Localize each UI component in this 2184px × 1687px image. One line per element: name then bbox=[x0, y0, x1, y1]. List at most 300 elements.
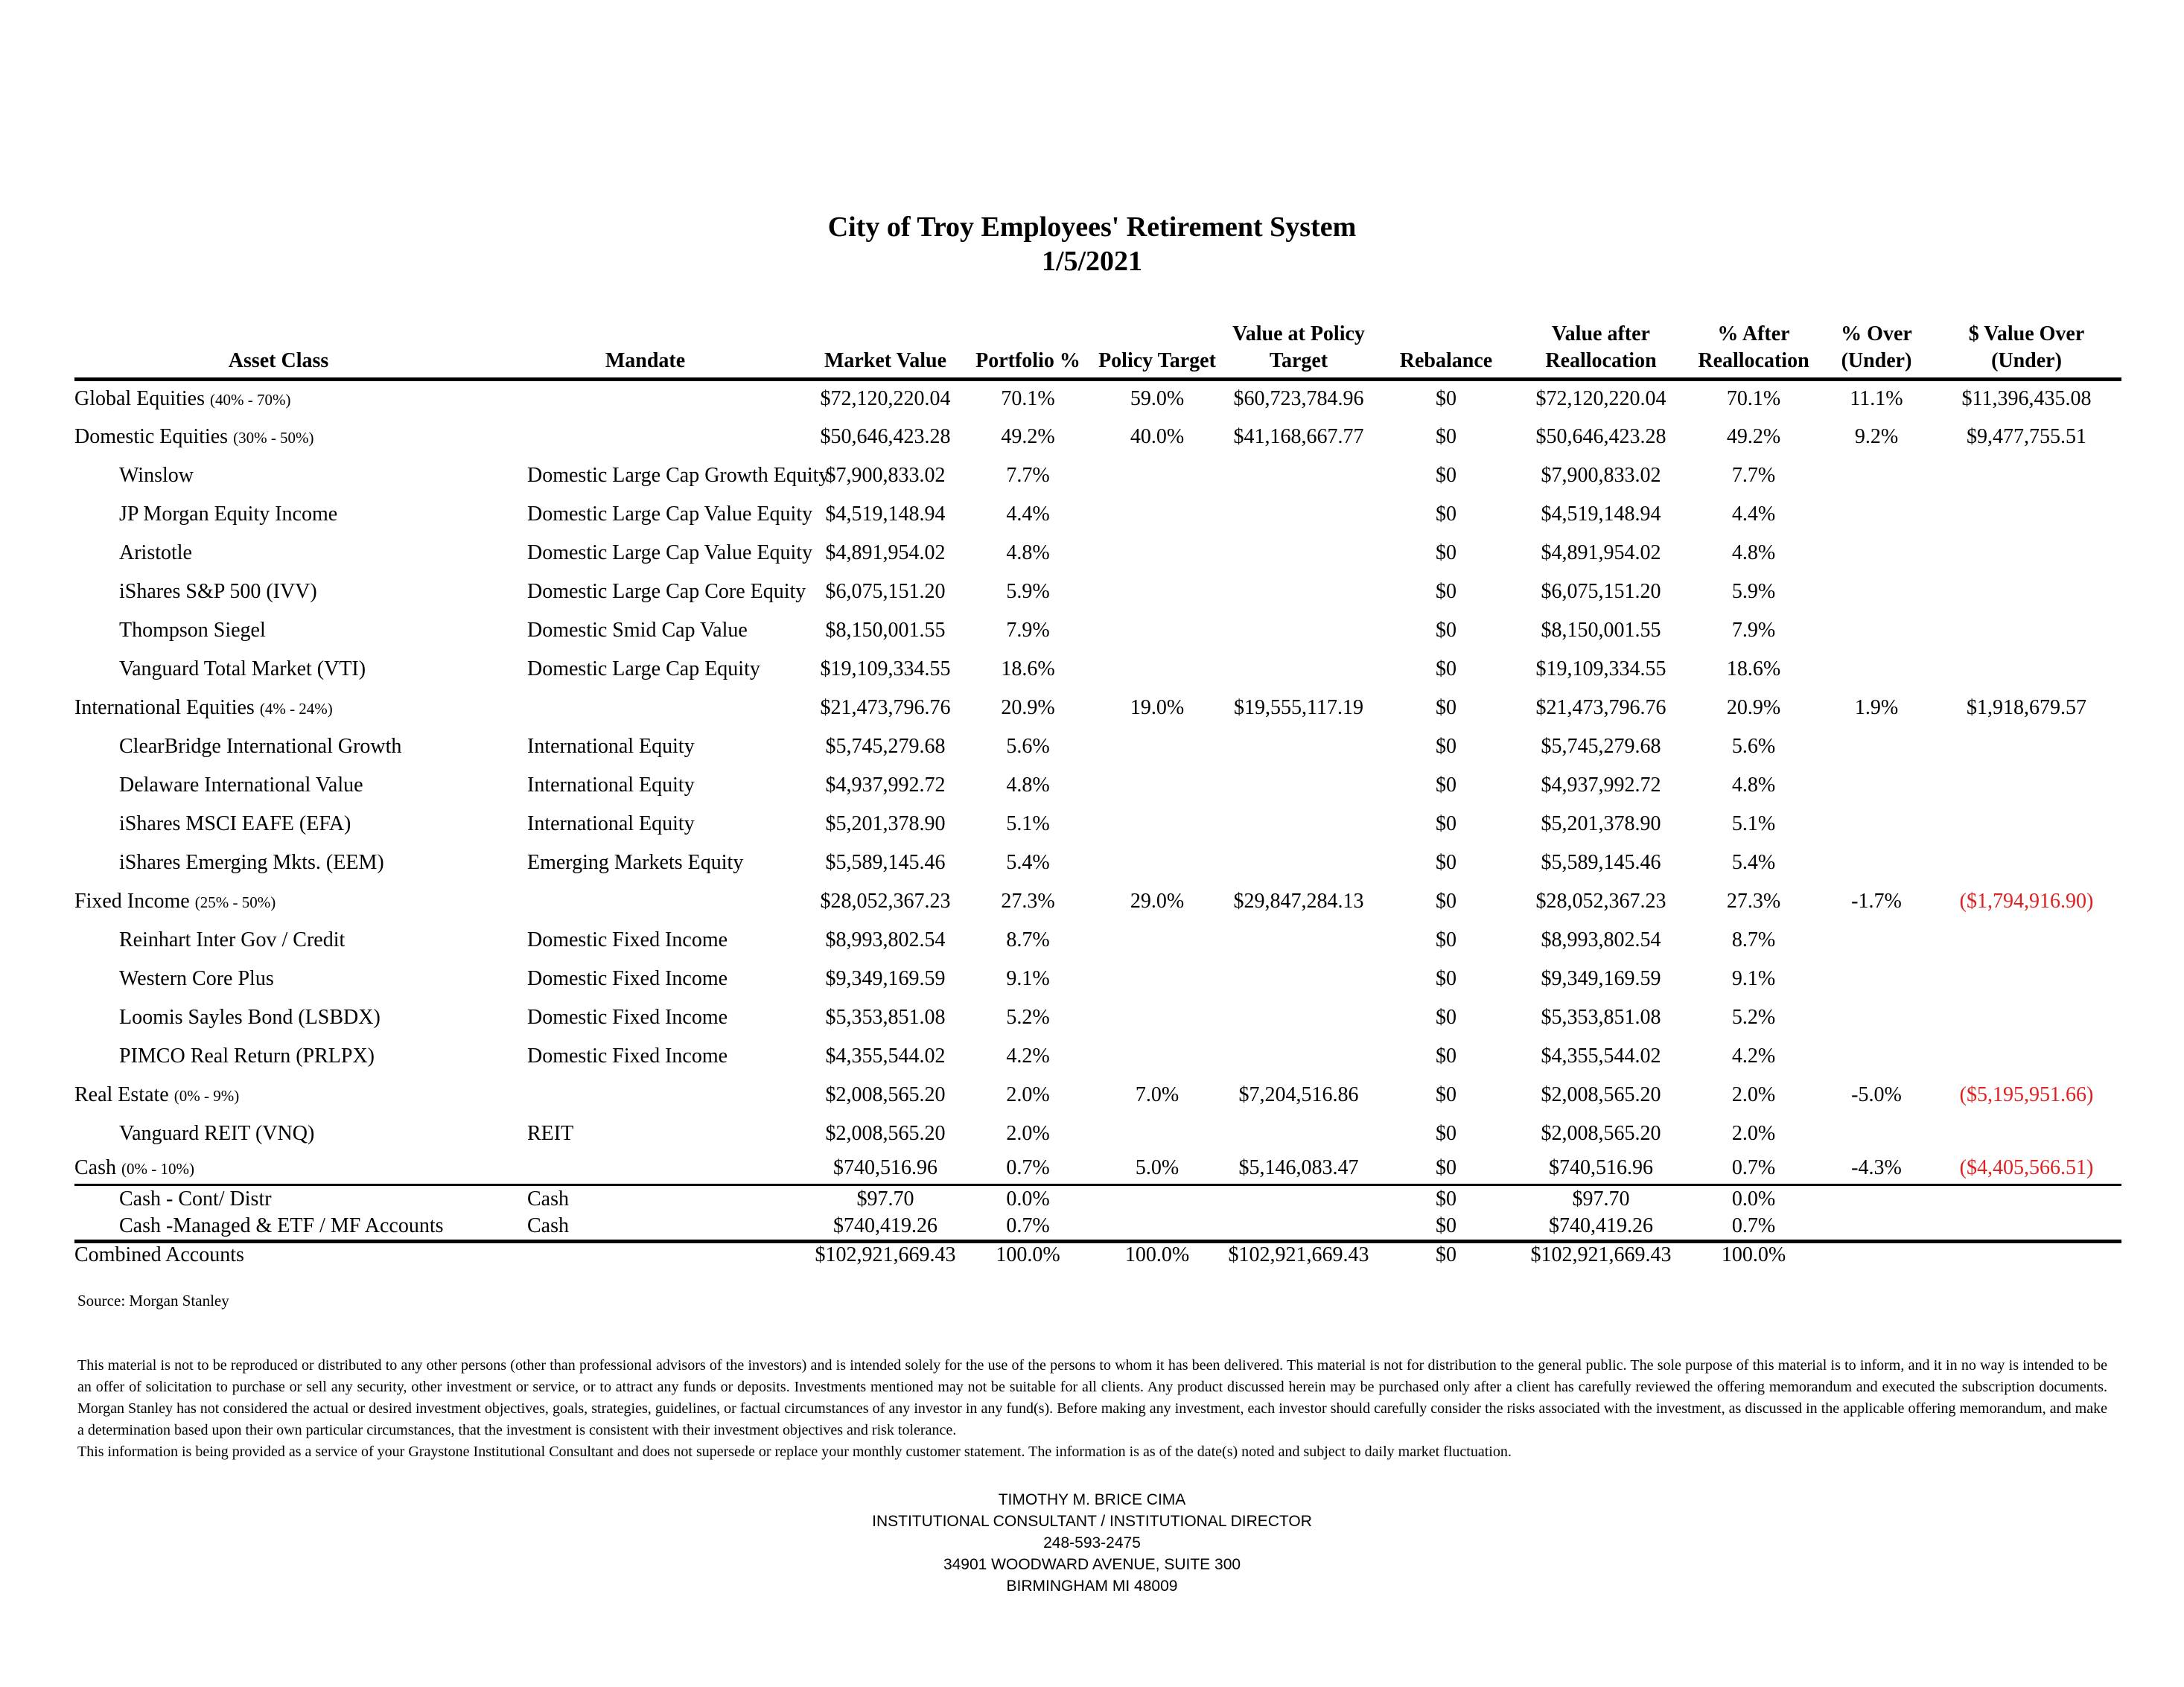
target-range: (0% - 9%) bbox=[173, 1087, 240, 1105]
header-policy-target: Policy Target bbox=[1093, 315, 1221, 379]
cell-value-after-reallocation: $97.70 bbox=[1572, 1187, 1630, 1211]
asset-class-row bbox=[74, 379, 2121, 418]
cell-portfolio-pct: 8.7% bbox=[1006, 928, 1050, 951]
cell-rebalance: $0 bbox=[1436, 387, 1456, 411]
cell-rebalance: $0 bbox=[1436, 1083, 1456, 1106]
cell-value-over-under: $1,918,679.57 bbox=[1967, 696, 2086, 719]
cell-pct-after-reallocation: 4.8% bbox=[1731, 541, 1776, 564]
cell-value-after-reallocation: $19,109,334.55 bbox=[1535, 657, 1666, 680]
cell-pct-over-under bbox=[1821, 844, 1932, 882]
cell-mandate: Domestic Large Cap Value Equity bbox=[527, 541, 813, 564]
cell-portfolio-pct: 5.2% bbox=[1006, 1006, 1050, 1029]
manager-row bbox=[74, 495, 2121, 534]
asset-name: International Equities bbox=[74, 696, 255, 719]
cell-portfolio-pct: 18.6% bbox=[1001, 657, 1055, 680]
cell-market-value: $5,745,279.68 bbox=[825, 735, 946, 758]
asset-name: ClearBridge International Growth bbox=[119, 735, 402, 758]
cell-portfolio-pct: 27.3% bbox=[1001, 890, 1055, 913]
cell-pct-after-reallocation: 9.1% bbox=[1731, 967, 1776, 990]
cell-portfolio-pct: 100.0% bbox=[996, 1243, 1060, 1267]
cell-asset-name bbox=[74, 960, 483, 998]
cell-asset-name bbox=[74, 1114, 483, 1153]
cell-value-over-under bbox=[1932, 611, 2121, 650]
cell-market-value: $97.70 bbox=[856, 1187, 914, 1211]
cell-market-value: $102,921,669.43 bbox=[815, 1243, 956, 1267]
cell-rebalance: $0 bbox=[1436, 812, 1456, 835]
cell-rebalance: $0 bbox=[1436, 580, 1456, 603]
header-value-over-under: $ Value Over (Under) bbox=[1932, 315, 2121, 379]
cell-rebalance: $0 bbox=[1436, 1187, 1456, 1211]
manager-row bbox=[74, 805, 2121, 844]
cell-value-over-under: $9,477,755.51 bbox=[1967, 425, 2086, 448]
cell-value-over-under bbox=[1932, 456, 2121, 495]
cell-portfolio-pct: 20.9% bbox=[1001, 696, 1055, 719]
cell-value-over-under bbox=[1932, 1184, 2121, 1213]
manager-row bbox=[74, 960, 2121, 998]
cell-asset-name bbox=[74, 418, 483, 456]
cell-value-over-under bbox=[1932, 844, 2121, 882]
cell-pct-after-reallocation: 5.9% bbox=[1731, 580, 1776, 603]
cell-value-at-policy-target bbox=[1221, 766, 1376, 805]
target-range: (40% - 70%) bbox=[209, 391, 291, 409]
cell-value-at-policy-target: $60,723,784.96 bbox=[1233, 387, 1364, 411]
cell-policy-target bbox=[1093, 1037, 1221, 1076]
cell-market-value: $9,349,169.59 bbox=[825, 967, 946, 990]
cell-pct-after-reallocation: 0.7% bbox=[1686, 1213, 1821, 1242]
cell-policy-target: 5.0% bbox=[1093, 1153, 1221, 1184]
header-asset-class: Asset Class bbox=[74, 315, 483, 379]
cell-asset-name bbox=[74, 998, 483, 1037]
asset-name: Winslow bbox=[119, 464, 194, 487]
cell-market-value: $7,900,833.02 bbox=[825, 464, 946, 487]
cell-pct-over-under bbox=[1821, 1114, 1932, 1153]
cell-pct-over-under: -1.7% bbox=[1851, 890, 1902, 913]
manager-row bbox=[74, 456, 2121, 495]
cell-market-value: $5,353,851.08 bbox=[825, 1006, 946, 1029]
cell-value-at-policy-target bbox=[1221, 1114, 1376, 1153]
cell-policy-target bbox=[1093, 998, 1221, 1037]
cell-market-value: $4,891,954.02 bbox=[825, 541, 946, 564]
contact-address-line-1: 34901 WOODWARD AVENUE, SUITE 300 bbox=[943, 1556, 1241, 1573]
cell-pct-after-reallocation: 2.0% bbox=[1731, 1122, 1776, 1145]
asset-name: Fixed Income bbox=[74, 890, 190, 913]
cell-value-over-under: ($4,405,566.51) bbox=[1932, 1153, 2121, 1184]
asset-class-row bbox=[74, 1153, 2121, 1184]
cell-value-over-under bbox=[1932, 1037, 2121, 1076]
cell-value-after-reallocation: $72,120,220.04 bbox=[1535, 387, 1666, 411]
cell-asset-name bbox=[74, 1184, 483, 1213]
cell-mandate bbox=[483, 689, 808, 727]
cell-pct-over-under: 11.1% bbox=[1850, 387, 1903, 411]
cell-market-value: $2,008,565.20 bbox=[825, 1122, 946, 1145]
manager-row bbox=[74, 766, 2121, 805]
cell-mandate: Domestic Large Cap Equity bbox=[527, 657, 760, 680]
cell-mandate: Cash bbox=[483, 1213, 808, 1242]
header-value-at-policy-target: Value at Policy Target bbox=[1221, 315, 1376, 379]
cell-pct-after-reallocation: 7.9% bbox=[1731, 619, 1776, 642]
cell-value-over-under bbox=[1932, 805, 2121, 844]
cell-mandate: International Equity bbox=[527, 812, 695, 835]
asset-class-row bbox=[74, 1076, 2121, 1114]
cell-asset-name bbox=[74, 379, 483, 418]
asset-name: Combined Accounts bbox=[74, 1243, 244, 1267]
cell-portfolio-pct: 0.7% bbox=[963, 1153, 1093, 1184]
cell-pct-after-reallocation: 18.6% bbox=[1726, 657, 1781, 680]
cell-value-after-reallocation: $4,891,954.02 bbox=[1541, 541, 1661, 564]
cell-value-at-policy-target bbox=[1221, 727, 1376, 766]
cell-rebalance: $0 bbox=[1436, 928, 1456, 951]
cell-value-after-reallocation: $21,473,796.76 bbox=[1535, 696, 1666, 719]
cell-market-value: $8,150,001.55 bbox=[825, 619, 946, 642]
cell-value-after-reallocation: $4,519,148.94 bbox=[1541, 503, 1661, 526]
manager-row bbox=[74, 650, 2121, 689]
cell-market-value: $740,516.96 bbox=[808, 1153, 963, 1184]
cell-value-over-under bbox=[1932, 921, 2121, 960]
cell-asset-name bbox=[74, 456, 483, 495]
cell-value-after-reallocation: $5,201,378.90 bbox=[1541, 812, 1661, 835]
cell-policy-target: 100.0% bbox=[1124, 1243, 1190, 1267]
cell-value-over-under bbox=[1932, 1114, 2121, 1153]
cell-rebalance: $0 bbox=[1436, 890, 1456, 913]
cell-value-at-policy-target: $5,146,083.47 bbox=[1221, 1153, 1376, 1184]
cell-value-at-policy-target bbox=[1221, 456, 1376, 495]
cell-asset-name bbox=[74, 689, 483, 727]
cell-portfolio-pct: 5.9% bbox=[1006, 580, 1050, 603]
cell-value-after-reallocation: $4,355,544.02 bbox=[1541, 1045, 1661, 1068]
cell-pct-after-reallocation: 4.2% bbox=[1731, 1045, 1776, 1068]
cell-asset-name bbox=[74, 495, 483, 534]
header-mandate: Mandate bbox=[483, 315, 808, 379]
asset-name: Cash -Managed & ETF / MF Accounts bbox=[119, 1214, 444, 1237]
cell-policy-target bbox=[1093, 1213, 1221, 1242]
asset-name: Cash - Cont/ Distr bbox=[119, 1187, 272, 1211]
cell-pct-after-reallocation: 20.9% bbox=[1726, 696, 1781, 719]
cell-asset-name bbox=[74, 766, 483, 805]
source-note: Source: Morgan Stanley bbox=[77, 1292, 229, 1310]
cell-value-at-policy-target bbox=[1221, 921, 1376, 960]
cell-pct-after-reallocation: 49.2% bbox=[1726, 425, 1781, 448]
cell-market-value: $740,419.26 bbox=[808, 1213, 963, 1242]
cell-value-at-policy-target bbox=[1221, 1184, 1376, 1213]
cell-rebalance: $0 bbox=[1436, 619, 1456, 642]
cell-mandate bbox=[483, 1153, 808, 1184]
asset-name: iShares MSCI EAFE (EFA) bbox=[119, 812, 351, 835]
cell-value-after-reallocation: $50,646,423.28 bbox=[1535, 425, 1666, 448]
cell-pct-over-under bbox=[1821, 456, 1932, 495]
cell-policy-target: 59.0% bbox=[1130, 387, 1185, 411]
cell-value-at-policy-target bbox=[1221, 998, 1376, 1037]
cell-rebalance: $0 bbox=[1436, 774, 1456, 797]
cell-value-over-under bbox=[1932, 960, 2121, 998]
cell-asset-name bbox=[74, 573, 483, 611]
cell-value-after-reallocation: $4,937,992.72 bbox=[1541, 774, 1661, 797]
cell-pct-over-under bbox=[1821, 998, 1932, 1037]
cell-value-over-under: $11,396,435.08 bbox=[1961, 387, 2092, 411]
asset-allocation-table bbox=[74, 315, 2121, 1268]
cell-pct-over-under bbox=[1821, 1184, 1932, 1213]
cell-policy-target: 19.0% bbox=[1130, 696, 1185, 719]
cell-pct-over-under bbox=[1821, 650, 1932, 689]
asset-name: iShares S&P 500 (IVV) bbox=[119, 580, 317, 603]
manager-row bbox=[74, 844, 2121, 882]
cell-value-over-under bbox=[1932, 998, 2121, 1037]
cell-asset-name bbox=[74, 1213, 483, 1242]
cell-pct-after-reallocation: 100.0% bbox=[1721, 1243, 1786, 1267]
cell-pct-after-reallocation: 7.7% bbox=[1731, 464, 1776, 487]
cell-market-value: $28,052,367.23 bbox=[820, 890, 951, 913]
cell-pct-over-under bbox=[1821, 1037, 1932, 1076]
cell-pct-over-under bbox=[1821, 805, 1932, 844]
target-range: (4% - 24%) bbox=[259, 700, 333, 718]
cell-rebalance: $0 bbox=[1436, 425, 1456, 448]
cell-mandate bbox=[483, 1076, 808, 1114]
cell-mandate: International Equity bbox=[527, 774, 695, 797]
cell-pct-over-under bbox=[1821, 495, 1932, 534]
cell-value-after-reallocation: $8,993,802.54 bbox=[1541, 928, 1661, 951]
cell-mandate bbox=[483, 379, 808, 418]
cell-mandate: REIT bbox=[527, 1122, 574, 1145]
contact-phone: 248-593-2475 bbox=[1043, 1534, 1141, 1552]
cell-rebalance: $0 bbox=[1436, 1243, 1456, 1267]
cell-policy-target bbox=[1093, 766, 1221, 805]
cell-value-over-under: ($1,794,916.90) bbox=[1959, 890, 2094, 913]
asset-class-row bbox=[74, 418, 2121, 456]
target-range: (0% - 10%) bbox=[121, 1160, 194, 1179]
cell-rebalance: $0 bbox=[1436, 967, 1456, 990]
cell-mandate: Cash bbox=[527, 1187, 569, 1211]
cell-pct-over-under bbox=[1821, 573, 1932, 611]
cell-pct-after-reallocation: 2.0% bbox=[1731, 1083, 1776, 1106]
cell-policy-target: 7.0% bbox=[1135, 1083, 1179, 1106]
header-pct-over-under: % Over (Under) bbox=[1821, 315, 1932, 379]
cell-pct-after-reallocation: 0.0% bbox=[1731, 1187, 1776, 1211]
asset-name: PIMCO Real Return (PRLPX) bbox=[119, 1045, 375, 1068]
asset-name: Western Core Plus bbox=[119, 967, 274, 990]
contact-name: TIMOTHY M. BRICE CIMA bbox=[998, 1491, 1186, 1508]
cell-value-over-under bbox=[1932, 1241, 2121, 1268]
manager-row bbox=[74, 1184, 2121, 1213]
cell-value-at-policy-target: $7,204,516.86 bbox=[1238, 1083, 1359, 1106]
cell-pct-over-under bbox=[1821, 766, 1932, 805]
cell-policy-target: 29.0% bbox=[1130, 890, 1185, 913]
cell-rebalance: $0 bbox=[1436, 1045, 1456, 1068]
cell-value-after-reallocation: $2,008,565.20 bbox=[1541, 1122, 1661, 1145]
asset-name: iShares Emerging Mkts. (EEM) bbox=[119, 851, 384, 874]
cell-portfolio-pct: 4.2% bbox=[1006, 1045, 1050, 1068]
cell-portfolio-pct: 4.4% bbox=[1006, 503, 1050, 526]
cell-mandate: Domestic Large Cap Value Equity bbox=[527, 503, 813, 526]
cell-market-value: $21,473,796.76 bbox=[820, 696, 951, 719]
cell-rebalance: $0 bbox=[1436, 851, 1456, 874]
cell-asset-name bbox=[74, 534, 483, 573]
contact-block bbox=[0, 1489, 2184, 1597]
asset-name: Cash bbox=[74, 1156, 116, 1180]
cell-rebalance: $0 bbox=[1436, 503, 1456, 526]
cell-mandate bbox=[483, 418, 808, 456]
cell-policy-target bbox=[1093, 921, 1221, 960]
cell-pct-after-reallocation: 70.1% bbox=[1726, 387, 1781, 411]
cell-value-after-reallocation: $102,921,669.43 bbox=[1530, 1243, 1672, 1267]
disclaimer-paragraph: This information is being provided as a service of your Graystone Institutional Consultant and does not supersede or replace your monthly customer statement. The information is as of the date(s) noted and subject to daily market fluctuation. bbox=[77, 1444, 1512, 1460]
cell-asset-name bbox=[74, 882, 483, 921]
asset-name: Vanguard REIT (VNQ) bbox=[119, 1122, 315, 1145]
cell-pct-over-under bbox=[1821, 1213, 1932, 1242]
cell-value-over-under bbox=[1932, 650, 2121, 689]
cell-asset-name bbox=[74, 727, 483, 766]
cell-market-value: $4,937,992.72 bbox=[825, 774, 946, 797]
cell-value-over-under bbox=[1932, 573, 2121, 611]
cell-asset-name bbox=[74, 921, 483, 960]
target-range: (25% - 50%) bbox=[194, 893, 276, 911]
cell-policy-target bbox=[1093, 611, 1221, 650]
cell-pct-after-reallocation: 5.1% bbox=[1731, 812, 1776, 835]
cell-market-value: $8,993,802.54 bbox=[825, 928, 946, 951]
cell-market-value: $19,109,334.55 bbox=[820, 657, 951, 680]
cell-value-at-policy-target bbox=[1221, 573, 1376, 611]
cell-asset-name bbox=[74, 1153, 483, 1184]
cell-value-after-reallocation: $5,589,145.46 bbox=[1541, 851, 1661, 874]
asset-name: Real Estate bbox=[74, 1083, 169, 1106]
cell-policy-target: 40.0% bbox=[1130, 425, 1185, 448]
manager-row bbox=[74, 1114, 2121, 1153]
asset-name: Reinhart Inter Gov / Credit bbox=[119, 928, 346, 951]
cell-pct-over-under bbox=[1821, 960, 1932, 998]
table-body bbox=[74, 379, 2121, 1268]
cell-mandate: Domestic Fixed Income bbox=[527, 1045, 728, 1068]
cell-value-over-under bbox=[1932, 727, 2121, 766]
asset-name: Aristotle bbox=[119, 541, 192, 564]
cell-rebalance: $0 bbox=[1436, 1006, 1456, 1029]
cell-pct-after-reallocation: 8.7% bbox=[1731, 928, 1776, 951]
cell-asset-name bbox=[74, 1037, 483, 1076]
cell-policy-target bbox=[1093, 805, 1221, 844]
cell-portfolio-pct: 7.7% bbox=[1006, 464, 1050, 487]
cell-value-at-policy-target bbox=[1221, 534, 1376, 573]
cell-value-at-policy-target bbox=[1221, 805, 1376, 844]
cell-mandate: Domestic Fixed Income bbox=[527, 1006, 728, 1029]
cell-value-after-reallocation: $740,419.26 bbox=[1516, 1213, 1686, 1242]
cell-pct-after-reallocation: 5.4% bbox=[1731, 851, 1776, 874]
cell-value-at-policy-target: $102,921,669.43 bbox=[1228, 1243, 1369, 1267]
cell-value-over-under bbox=[1932, 766, 2121, 805]
cell-value-after-reallocation: $6,075,151.20 bbox=[1541, 580, 1661, 603]
manager-row bbox=[74, 1213, 2121, 1242]
cell-rebalance: $0 bbox=[1376, 1213, 1516, 1242]
cell-policy-target bbox=[1093, 727, 1221, 766]
cell-pct-over-under bbox=[1821, 921, 1932, 960]
cell-value-after-reallocation: $740,516.96 bbox=[1516, 1153, 1686, 1184]
cell-value-at-policy-target: $29,847,284.13 bbox=[1233, 890, 1364, 913]
cell-portfolio-pct: 4.8% bbox=[1006, 774, 1050, 797]
cell-pct-over-under bbox=[1821, 727, 1932, 766]
cell-mandate: Domestic Smid Cap Value bbox=[527, 619, 748, 642]
cell-portfolio-pct: 2.0% bbox=[1006, 1122, 1050, 1145]
cell-market-value: $5,201,378.90 bbox=[825, 812, 946, 835]
cell-pct-over-under: 9.2% bbox=[1854, 425, 1899, 448]
cell-portfolio-pct: 2.0% bbox=[1006, 1083, 1050, 1106]
cell-market-value: $50,646,423.28 bbox=[820, 425, 951, 448]
asset-name: Global Equities bbox=[74, 387, 205, 411]
cell-asset-name bbox=[74, 805, 483, 844]
cell-portfolio-pct: 5.1% bbox=[1006, 812, 1050, 835]
cell-asset-name bbox=[74, 650, 483, 689]
cell-policy-target bbox=[1093, 456, 1221, 495]
cell-mandate: Domestic Large Cap Growth Equity bbox=[527, 464, 830, 487]
cell-market-value: $5,589,145.46 bbox=[825, 851, 946, 874]
cell-mandate: Domestic Fixed Income bbox=[527, 967, 728, 990]
asset-class-row bbox=[74, 1241, 2121, 1268]
cell-pct-after-reallocation: 0.7% bbox=[1686, 1153, 1821, 1184]
target-range: (30% - 50%) bbox=[233, 429, 314, 447]
header-pct-after-reallocation: % After Reallocation bbox=[1686, 315, 1821, 379]
header-portfolio-pct: Portfolio % bbox=[963, 315, 1093, 379]
cell-pct-over-under bbox=[1821, 611, 1932, 650]
table-header-row bbox=[74, 315, 2121, 379]
cell-asset-name bbox=[74, 1241, 483, 1268]
cell-portfolio-pct: 0.0% bbox=[1006, 1187, 1050, 1211]
asset-name: Thompson Siegel bbox=[119, 619, 266, 642]
cell-policy-target bbox=[1093, 534, 1221, 573]
cell-market-value: $2,008,565.20 bbox=[825, 1083, 946, 1106]
disclaimer bbox=[77, 1355, 2107, 1463]
cell-policy-target bbox=[1093, 960, 1221, 998]
contact-position: INSTITUTIONAL CONSULTANT / INSTITUTIONAL DIRECTOR bbox=[872, 1513, 1312, 1530]
cell-value-at-policy-target bbox=[1221, 495, 1376, 534]
manager-row bbox=[74, 611, 2121, 650]
cell-rebalance: $0 bbox=[1436, 464, 1456, 487]
cell-value-at-policy-target bbox=[1221, 1213, 1376, 1242]
cell-value-at-policy-target bbox=[1221, 844, 1376, 882]
cell-portfolio-pct: 4.8% bbox=[1006, 541, 1050, 564]
cell-portfolio-pct: 9.1% bbox=[1006, 967, 1050, 990]
cell-pct-after-reallocation: 4.8% bbox=[1731, 774, 1776, 797]
cell-pct-over-under: -5.0% bbox=[1851, 1083, 1902, 1106]
disclaimer-paragraph: This material is not to be reproduced or distributed to any other persons (other than professional advisors of the investors) and is intended solely for the use of the persons to whom it has been delivered. This material is not for distribution to the general public. The sole purpose of this material is to inform, and it in no way is intended to be an offer of solicitation to purchase or sell any security, other investment or service, or to attract any funds or deposits. Investments mentioned may not be suitable for all clients. Any product discussed herein may be purchased only after a client has carefully reviewed the offering memorandum and executed the subscription documents. Morgan Stanley has not considered the actual or desired investment objectives, goals, strategies, guidelines, or factual circumstances of any investor in any fund(s). Before making any investment, each investor should carefully consider the risks associated with the investment, as discussed in the applicable offering memorandum, and make a determination based upon their own particular circumstances, that the investment is consistent with their investment objectives and risk tolerance. bbox=[77, 1357, 2107, 1438]
cell-portfolio-pct: 5.6% bbox=[1006, 735, 1050, 758]
cell-value-after-reallocation: $5,353,851.08 bbox=[1541, 1006, 1661, 1029]
header-market-value: Market Value bbox=[808, 315, 963, 379]
cell-value-over-under: ($5,195,951.66) bbox=[1959, 1083, 2094, 1106]
cell-value-over-under bbox=[1932, 534, 2121, 573]
cell-portfolio-pct: 49.2% bbox=[1001, 425, 1055, 448]
cell-mandate: Domestic Fixed Income bbox=[527, 928, 728, 951]
cell-value-after-reallocation: $28,052,367.23 bbox=[1535, 890, 1666, 913]
cell-value-at-policy-target bbox=[1221, 1037, 1376, 1076]
asset-name: Domestic Equities bbox=[74, 425, 229, 448]
cell-pct-over-under: 1.9% bbox=[1854, 696, 1899, 719]
cell-value-over-under bbox=[1932, 1213, 2121, 1242]
cell-rebalance: $0 bbox=[1436, 541, 1456, 564]
cell-rebalance: $0 bbox=[1436, 1122, 1456, 1145]
asset-name: JP Morgan Equity Income bbox=[119, 503, 338, 526]
manager-row bbox=[74, 534, 2121, 573]
manager-row bbox=[74, 998, 2121, 1037]
cell-mandate bbox=[483, 882, 808, 921]
report-date: 1/5/2021 bbox=[1041, 246, 1143, 277]
cell-value-at-policy-target: $41,168,667.77 bbox=[1233, 425, 1364, 448]
cell-pct-after-reallocation: 5.2% bbox=[1731, 1006, 1776, 1029]
report-title: City of Troy Employees' Retirement System bbox=[827, 211, 1357, 243]
cell-value-after-reallocation: $8,150,001.55 bbox=[1541, 619, 1661, 642]
cell-market-value: $72,120,220.04 bbox=[820, 387, 951, 411]
asset-name: Delaware International Value bbox=[119, 774, 363, 797]
cell-mandate bbox=[483, 1241, 808, 1268]
cell-mandate: Domestic Large Cap Core Equity bbox=[527, 580, 806, 603]
header-value-after-reallocation: Value after Reallocation bbox=[1516, 315, 1686, 379]
cell-policy-target bbox=[1093, 650, 1221, 689]
cell-value-over-under bbox=[1932, 495, 2121, 534]
cell-pct-over-under: -4.3% bbox=[1821, 1153, 1932, 1184]
